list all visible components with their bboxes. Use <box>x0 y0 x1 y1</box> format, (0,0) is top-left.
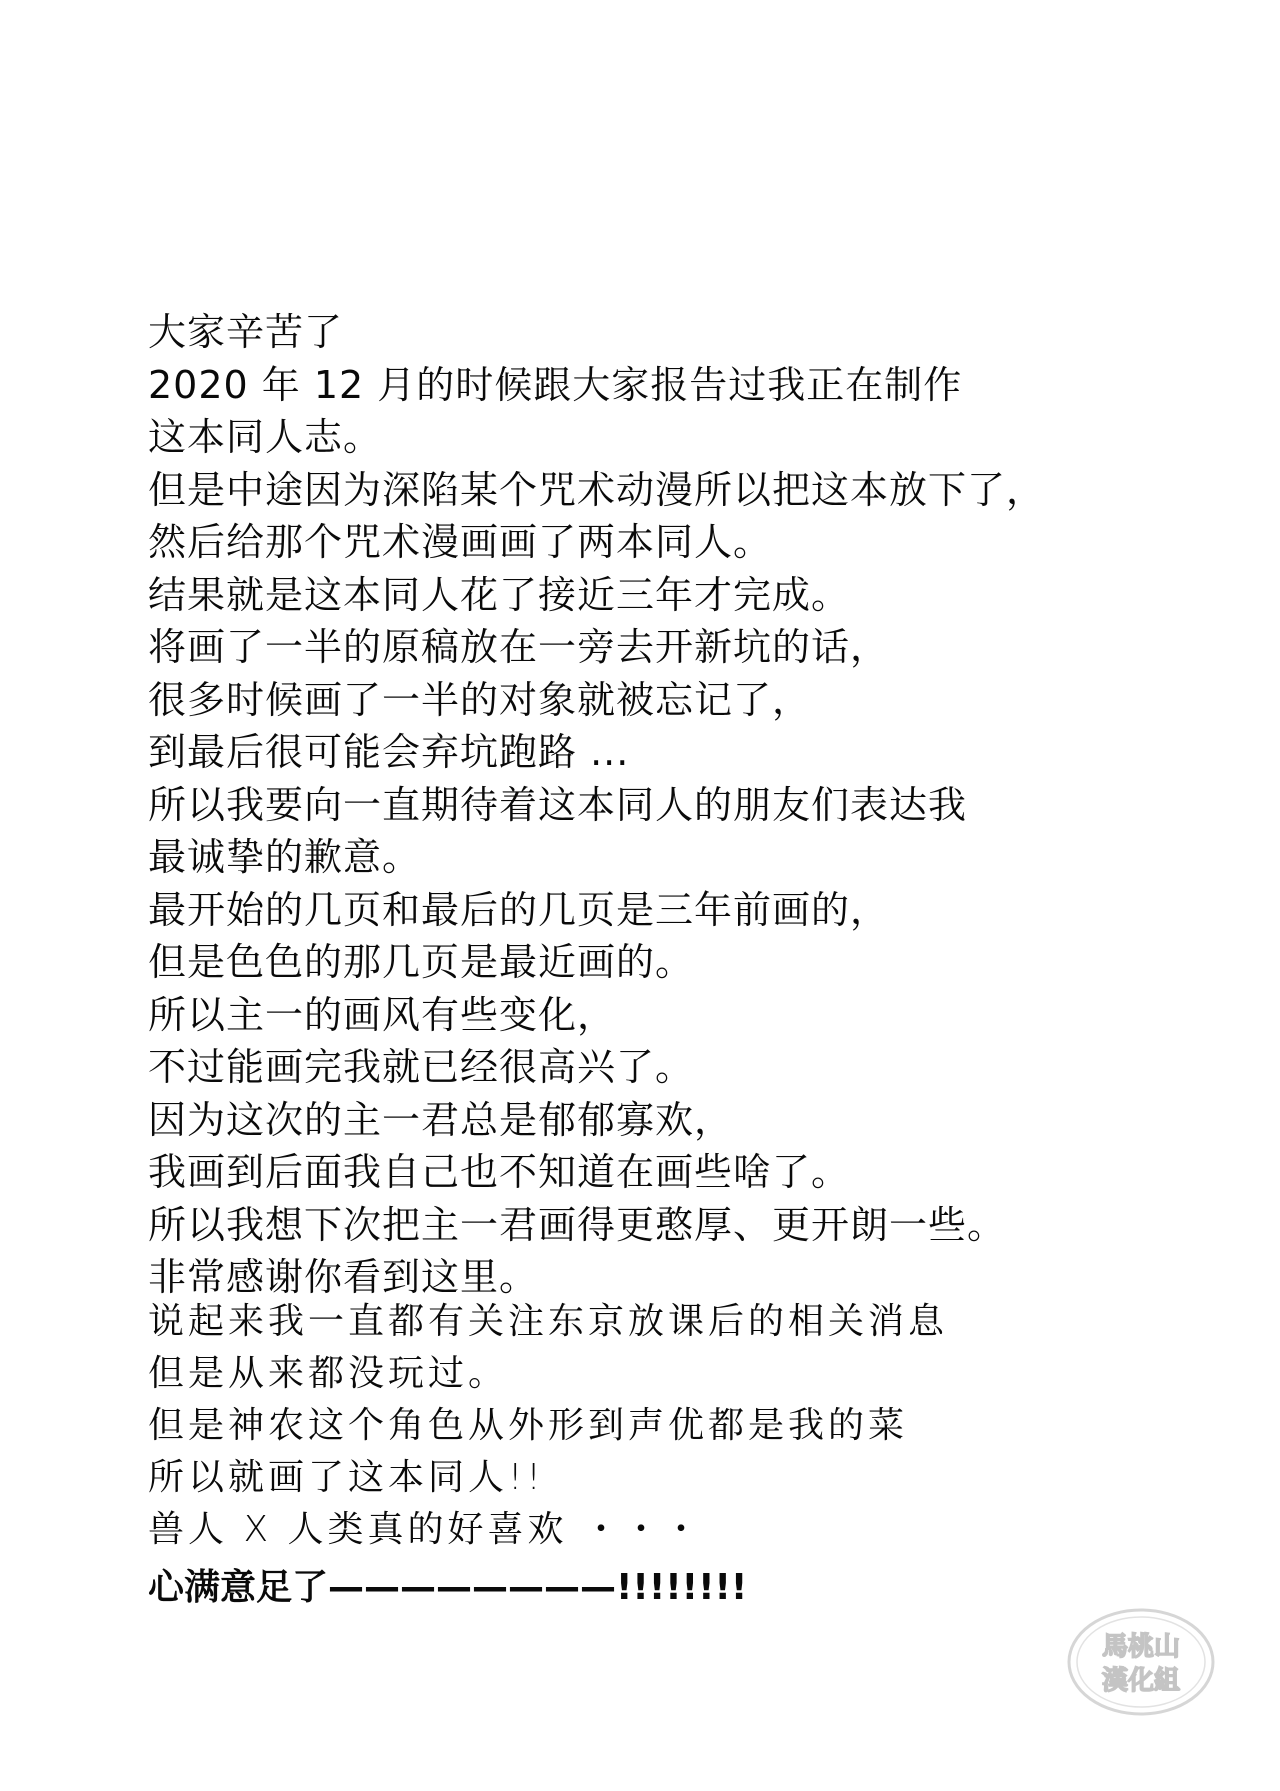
text-line: 结果就是这本同人花了接近三年才完成。 <box>148 572 851 617</box>
afterword-handwritten-text <box>148 1296 1208 1614</box>
text-line: 所以就画了这本同人!! <box>148 1457 545 1498</box>
text-line: 最诚挚的歉意。 <box>148 835 422 879</box>
text-line: 这本同人志。 <box>148 415 383 459</box>
text-line: 所以主一的画风有些变化， <box>148 992 617 1037</box>
emphasis-line: 心满意足了————————!!!!!!!! <box>148 1567 748 1608</box>
text-line: 我画到后面我自己也不知道在画些啥了。 <box>148 1150 851 1194</box>
text-line: 兽人 X 人类真的好喜欢 ・・・ <box>148 1509 703 1550</box>
text-line: 2020 年 12 月的时候跟大家报告过我正在制作 <box>148 362 963 407</box>
text-line: 说起来我一直都有关注东京放课后的相关消息 <box>148 1301 949 1342</box>
text-line: 很多时候画了一半的对象就被忘记了， <box>148 677 812 722</box>
svg-text:馬桃山: 馬桃山 <box>1101 1632 1181 1662</box>
text-line: 但是从来都没玩过。 <box>148 1353 509 1394</box>
text-line: 但是神农这个角色从外形到声优都是我的菜 <box>148 1405 909 1446</box>
text-line: 最开始的几页和最后的几页是三年前画的， <box>148 887 890 932</box>
text-line: 但是色色的那几页是最近画的。 <box>148 940 695 984</box>
text-line: 非常感谢你看到这里。 <box>148 1255 539 1299</box>
text-line: 然后给那个咒术漫画画了两本同人。 <box>148 520 773 564</box>
text-line: 所以我想下次把主一君画得更憨厚、更开朗一些。 <box>148 1202 1007 1247</box>
text-line: 但是中途因为深陷某个咒术动漫所以把这本放下了， <box>148 467 1046 512</box>
translation-group-watermark <box>1066 1607 1216 1717</box>
text-line: 大家辛苦了 <box>148 310 344 354</box>
text-line: 将画了一半的原稿放在一旁去开新坑的话， <box>148 625 890 669</box>
text-line: 到最后很可能会弃坑跑路 ... <box>148 730 630 774</box>
text-line: 因为这次的主一君总是郁郁寡欢， <box>148 1097 734 1142</box>
svg-text:漢化組: 漢化組 <box>1101 1666 1181 1696</box>
text-line: 不过能画完我就已经很高兴了。 <box>148 1045 695 1089</box>
text-line: 所以我要向一直期待着这本同人的朋友们表达我 <box>148 782 968 827</box>
afterword-main-text <box>148 306 1208 1304</box>
